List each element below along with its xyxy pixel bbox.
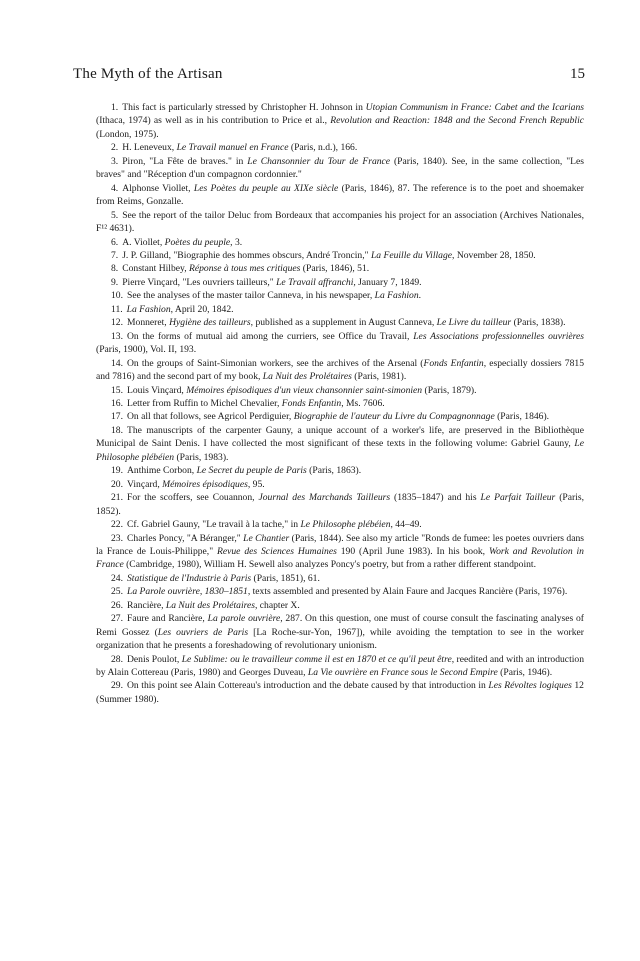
endnote-text: H. Leneveux, — [122, 142, 177, 154]
endnote-text: (Cambridge, 1980), William H. Sewell also analyzes Poncy's poetry, but from a rather different standpoint. — [123, 559, 536, 571]
endnote-title: Utopian Communism in France: Cabet and the Icarians — [365, 102, 584, 113]
endnote — [96, 249, 584, 262]
endnote-number: 19. — [111, 465, 123, 477]
endnote — [96, 572, 584, 585]
endnote — [96, 424, 584, 464]
endnote-text: , reedited and with an introduction by Alain Cottereau (Paris, 1980) and Georges Duveau, — [96, 653, 584, 679]
endnote-title: La Nuit des Prolétaires — [165, 599, 255, 611]
endnote-title: Le Livre du tailleur — [436, 317, 512, 329]
endnote-text: (Paris, 1863). — [306, 465, 362, 477]
endnote-text: , chapter X. — [255, 599, 300, 611]
endnote-title: Biographie de l'auteur du Livre du Compagnonnage — [293, 411, 495, 423]
running-head: The Myth of the Artisan — [73, 66, 223, 82]
endnote-number: 12. — [111, 317, 123, 329]
endnote-title: La parole ouvrière — [207, 613, 281, 625]
endnote-title: La Nuit des Prolétaires — [262, 371, 352, 383]
endnote-number: 3. — [111, 155, 119, 167]
endnote-title: La Fashion — [374, 290, 419, 302]
endnote-text: (1835–1847) and his — [390, 492, 481, 504]
endnote-text: See the analyses of the master tailor Canneva, in his newspaper, — [127, 290, 375, 302]
endnote-text: 12 (Summer 1980). — [96, 680, 584, 705]
endnote-text: On all that follows, see Agricol Perdiguier, — [127, 411, 294, 423]
endnote-text: Charles Poncy, "A Béranger," — [127, 532, 244, 544]
endnote-text: Faure and Rancière, — [127, 613, 208, 625]
endnote-title: Le Philosophe plébéien — [96, 438, 584, 463]
endnote-number: 14. — [111, 357, 123, 369]
endnote-text: (Paris, 1946). — [497, 667, 553, 679]
endnote-number: 5. — [111, 209, 119, 221]
endnote-text: , published as a supplement in August Canneva, — [250, 317, 437, 329]
endnote — [96, 397, 584, 410]
endnote-number: 17. — [111, 411, 123, 423]
endnote-text: , Ms. 7606. — [341, 397, 385, 409]
endnote-text: Alphonse Viollet, — [122, 182, 194, 194]
endnote-number: 15. — [111, 384, 123, 396]
endnote — [96, 464, 584, 477]
endnote-text: Cf. Gabriel Gauny, "Le travail à la tache," in — [127, 519, 301, 531]
endnote-text: The manuscripts of the carpenter Gauny, a unique account of a worker's life, are preserved in the Bibliothèque Municipal de Saint Denis. I have collected the most significant of these texts in the following volume: Gabriel Gauny, — [96, 424, 584, 450]
endnote-text: (Paris, n.d.), 166. — [288, 142, 358, 154]
endnote — [96, 410, 584, 423]
endnote-number: 6. — [111, 236, 119, 248]
endnote — [96, 236, 584, 249]
endnote-text: [La Roche-sur-Yon, 1967]), while avoiding the temptation to see in the worker organization that he presents a foreshadowing of revolutionary unionism. — [96, 626, 584, 652]
endnote-text: , 287. On this question, one must of course consult the fascinating analyses of Remi Gossez ( — [96, 613, 584, 638]
endnote-text: On this point see Alain Cottereau's introduction and the debate caused by that introduction in — [127, 680, 489, 692]
endnote-text: (Paris, 1983). — [174, 451, 229, 463]
endnote-number: 29. — [111, 680, 123, 692]
endnote-text: For the scoffers, see Couannon, — [127, 492, 259, 504]
endnote-number: 25. — [111, 586, 123, 598]
endnote-number: 7. — [111, 249, 119, 261]
endnote-text: (London, 1975). — [96, 128, 159, 140]
endnote-text: (Paris, 1844). See also my article "Ronds de fumee: les poetes ouvriers dans la France de Louis-Philippe," — [96, 532, 585, 557]
endnote-text: (Paris, 1840). See, in the same collection, "Les braves" and "Réception d'un compagnon cordonnier." — [96, 155, 584, 181]
endnote-number: 1. — [111, 102, 119, 113]
endnote-title: Statistique de l'Industrie à Paris — [127, 572, 252, 584]
endnote-number: 18. — [111, 424, 123, 436]
endnote-title: Journal des Marchands Tailleurs — [258, 492, 391, 504]
endnote-title: Le Chansonnier du Tour de France — [247, 155, 391, 167]
endnote — [96, 101, 584, 141]
endnote-text: , 44–49. — [390, 519, 422, 531]
endnote-text: 190 (April June 1983). In his book, — [336, 545, 489, 557]
endnote — [96, 653, 584, 680]
endnote-text: On the forms of mutual aid among the curriers, see Office du Travail, — [127, 330, 414, 342]
endnote — [96, 276, 584, 289]
endnote — [96, 316, 584, 329]
endnote-text: This fact is particularly stressed by Christopher H. Johnson in — [122, 102, 366, 113]
endnote-text: Letter from Ruffin to Michel Chevalier, — [127, 397, 282, 409]
endnote-title: Le Travail affranchi — [276, 276, 354, 288]
endnote-title: Poètes du peuple — [164, 236, 231, 248]
endnote-title: Les Poètes du peuple au XIXe siècle — [193, 182, 339, 194]
endnote — [96, 585, 584, 598]
endnote-text: , especially dossiers 7815 and 7816) and the second part of my book, — [96, 357, 584, 383]
endnote-number: 13. — [111, 330, 123, 342]
endnotes-list — [96, 101, 584, 706]
endnote-title: La Parole ouvrière, 1830–1851 — [127, 586, 248, 598]
endnote-text: (Paris, 1851), 61. — [251, 572, 320, 584]
endnote — [96, 518, 584, 531]
endnote-text: (Paris, 1981). — [351, 371, 407, 383]
endnote-text: Piron, "La Fête de braves." in — [122, 155, 248, 167]
endnote-number: 23. — [111, 532, 123, 544]
endnote-text: On the groups of Saint-Simonian workers, see the archives of the Arsenal ( — [127, 357, 424, 369]
endnote — [96, 141, 584, 154]
endnote-number: 27. — [111, 613, 123, 625]
endnote-text: Vinçard, — [127, 478, 163, 490]
endnote-text: Rancière, — [127, 599, 166, 611]
endnote — [96, 478, 584, 491]
endnote — [96, 491, 584, 518]
endnote-title: Le Parfait Tailleur — [480, 492, 556, 504]
endnote-title: Le Philosophe plébéien — [300, 519, 391, 531]
endnote — [96, 357, 584, 384]
endnote-title: Mémoires épisodiques — [162, 478, 248, 490]
endnote-text: J. P. Gilland, "Biographie des hommes obscurs, André Troncin," — [122, 249, 371, 261]
endnote — [96, 289, 584, 302]
page-number: 15 — [570, 66, 585, 82]
endnote — [96, 182, 584, 209]
endnote-number: 26. — [111, 599, 123, 611]
endnote-text: Monneret, — [127, 317, 170, 329]
endnote-text: Constant Hilbey, — [122, 263, 189, 275]
endnote-text: Denis Poulot, — [127, 653, 182, 665]
endnote-text: , April 20, 1842. — [170, 303, 234, 315]
endnote-text: Anthime Corbon, — [127, 465, 197, 477]
endnote-title: Les ouvriers de Paris — [157, 626, 249, 638]
endnote-text: See the report of the tailor Deluc from Bordeaux that accompanies his project for an association (Archives Nationales, F¹² 4631). — [96, 209, 584, 235]
endnote — [96, 262, 584, 275]
endnote-number: 16. — [111, 397, 123, 409]
endnote-number: 28. — [111, 653, 123, 665]
endnote-title: Réponse à tous mes critiques — [189, 263, 301, 275]
endnote-text: A. Viollet, — [122, 236, 165, 248]
endnote-title: Les Associations professionnelles ouvrières — [413, 330, 584, 342]
endnote-number: 21. — [111, 492, 123, 504]
endnote — [96, 209, 584, 236]
endnote-number: 22. — [111, 519, 123, 531]
endnote — [96, 384, 584, 397]
endnote — [96, 330, 584, 357]
endnote-number: 10. — [111, 290, 123, 302]
endnote-text: , texts assembled and presented by Alain Faure and Jacques Rancière (Paris, 1976). — [247, 586, 568, 598]
endnote-number: 8. — [111, 263, 119, 275]
endnote-title: Work and Revolution in France — [96, 545, 584, 571]
endnote-text: (Paris, 1852). — [96, 492, 584, 517]
endnote-text: Louis Vinçard, — [127, 384, 187, 396]
endnote-title: Fonds Enfantin — [423, 357, 484, 369]
endnote-title: Hygiène des tailleurs — [169, 317, 251, 329]
endnote-title: Le Secret du peuple de Paris — [196, 465, 307, 477]
endnote-title: Revue des Sciences Humaines — [217, 545, 337, 557]
endnote — [96, 532, 584, 572]
endnote — [96, 303, 584, 316]
endnote-number: 20. — [111, 478, 123, 490]
endnote-text: , January 7, 1849. — [353, 276, 422, 288]
page-header — [73, 66, 585, 86]
endnote-text: Pierre Vinçard, "Les ouvriers tailleurs," — [122, 276, 277, 288]
endnote-number: 4. — [111, 182, 119, 194]
endnote-title: La Feuille du Village — [370, 249, 453, 261]
endnote-text: (Paris, 1846), 51. — [300, 263, 370, 275]
endnote-title: Fonds Enfantin — [281, 397, 342, 409]
endnote-title: Le Sublime: ou le travailleur comme il est en 1870 et ce qu'il peut être — [181, 653, 452, 665]
endnote-text: (Ithaca, 1974) as well as in his contribution to Price et al., — [96, 115, 331, 127]
endnote-text: (Paris, 1846), 87. The reference is to the poet and shoemaker from Reims, Gonzalle. — [96, 182, 584, 208]
endnote-text: (Paris, 1838). — [511, 317, 566, 329]
endnote-text: (Paris, 1879). — [422, 384, 477, 396]
endnote-number: 2. — [111, 142, 119, 154]
endnote-title: Le Travail manuel en France — [176, 142, 289, 154]
endnote — [96, 612, 584, 652]
endnote-title: La Fashion — [126, 303, 171, 315]
endnote — [96, 155, 584, 182]
endnote-number: 9. — [111, 276, 119, 288]
endnote-title: Le Chantier — [243, 532, 290, 544]
endnote — [96, 599, 584, 612]
endnote-number: 24. — [111, 572, 123, 584]
endnote-title: La Vie ouvrière en France sous le Second Empire — [307, 667, 498, 679]
endnote-text: (Paris, 1846). — [494, 411, 550, 423]
endnote-title: Revolution and Reaction: 1848 and the Second French Republic — [330, 115, 584, 127]
endnote-text: (Paris, 1900), Vol. II, 193. — [96, 344, 197, 356]
endnote — [96, 679, 584, 706]
endnote-title: Les Révoltes logiques — [488, 680, 572, 692]
endnote-text: , 3. — [230, 236, 243, 248]
endnote-number: 11. — [111, 303, 123, 315]
endnote-text: . — [418, 290, 422, 302]
endnote-text: , November 28, 1850. — [452, 249, 536, 261]
endnote-title: Mémoires épisodiques d'un vieux chansonnier saint-simonien — [186, 384, 423, 396]
endnote-text: , 95. — [247, 478, 265, 490]
